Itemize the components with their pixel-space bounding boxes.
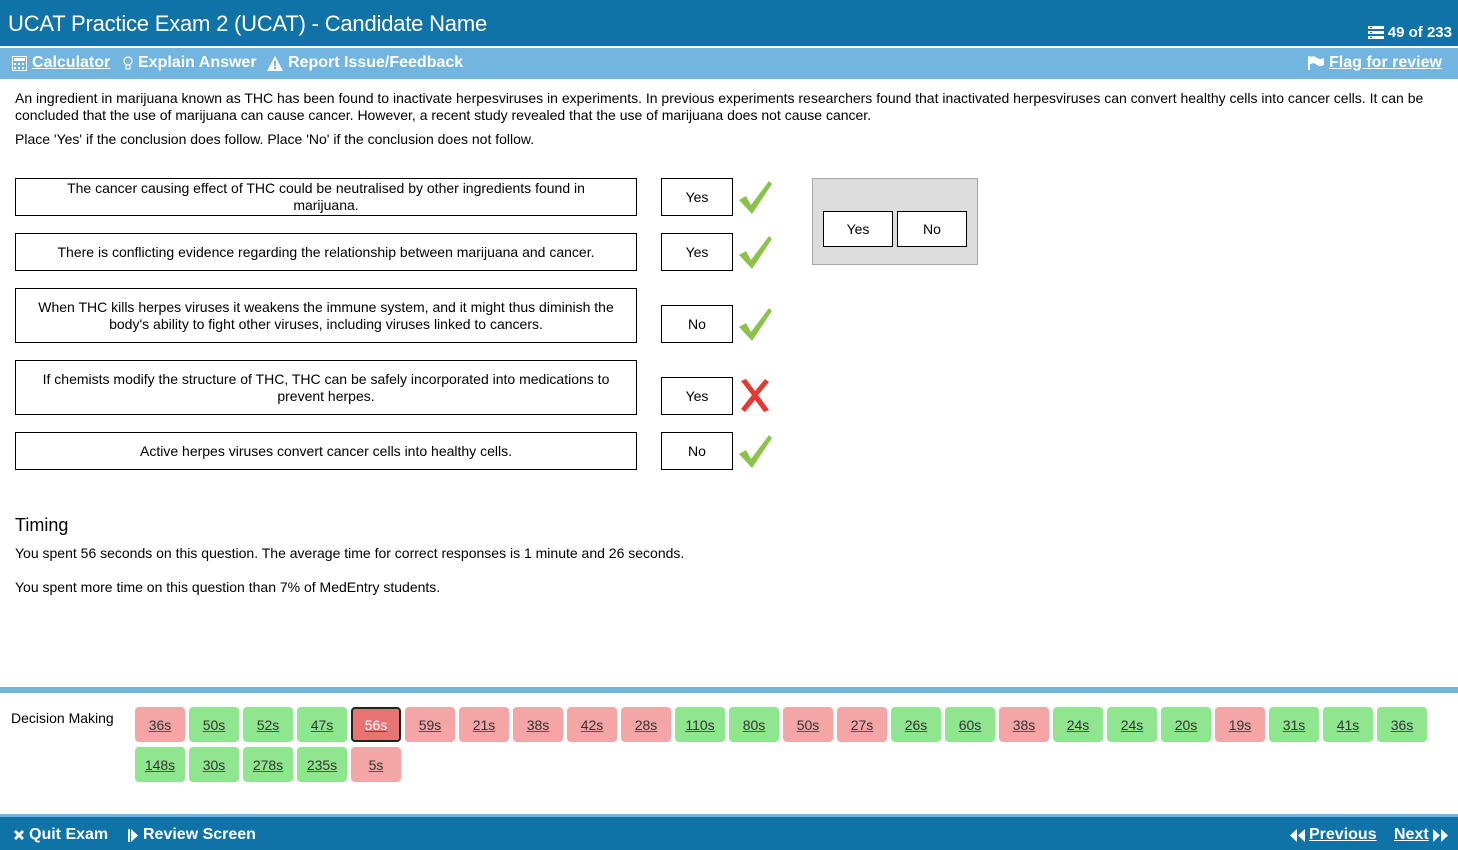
double-chevron-right-icon (1433, 829, 1448, 842)
quit-exam-label: Quit Exam (29, 826, 109, 843)
previous-label: Previous (1309, 826, 1377, 843)
question-instruction: Place 'Yes' if the conclusion does follow. Place 'No' if the conclusion does not follow. (15, 131, 535, 147)
question-tile[interactable]: 50s (189, 707, 239, 742)
calculator-label: Calculator (32, 54, 111, 71)
correct-check-icon (737, 432, 773, 470)
timing-heading: Timing (15, 515, 69, 535)
answer-pool (812, 178, 978, 265)
question-tile[interactable]: 5s (351, 747, 401, 782)
answer-slot-5[interactable]: No (661, 432, 733, 470)
warning-icon (267, 56, 283, 71)
review-screen-button[interactable] (128, 826, 256, 844)
answer-slot-3[interactable]: No (661, 305, 733, 343)
answer-slot-2[interactable]: Yes (661, 233, 733, 271)
flag-icon (1308, 56, 1324, 70)
statement-5: Active herpes viruses convert cancer cells into healthy cells. (15, 432, 637, 470)
flag-for-review-label: Flag for review (1329, 54, 1442, 71)
question-tile[interactable]: 36s (1377, 707, 1427, 742)
toolbar (0, 48, 1458, 79)
calculator-icon (12, 56, 27, 71)
pool-no-button[interactable]: No (897, 211, 967, 247)
bottom-nav-bar (0, 814, 1458, 850)
incorrect-cross-icon (737, 377, 773, 415)
question-tile[interactable]: 36s (135, 707, 185, 742)
previous-button[interactable] (1290, 826, 1377, 844)
question-tile[interactable]: 278s (243, 747, 293, 782)
divider (0, 687, 1458, 693)
answer-slot-4[interactable]: Yes (661, 377, 733, 415)
question-tile-current[interactable]: 56s (351, 707, 401, 742)
correct-check-icon (737, 305, 773, 343)
next-label: Next (1394, 826, 1429, 843)
question-tile[interactable]: 30s (189, 747, 239, 782)
correct-check-icon (737, 233, 773, 271)
question-tile[interactable]: 110s (675, 707, 725, 742)
correct-check-icon (737, 178, 773, 216)
explain-answer-button[interactable] (123, 54, 257, 72)
title-bar (0, 0, 1458, 46)
section-label: Decision Making (11, 710, 114, 726)
next-button[interactable] (1394, 826, 1448, 844)
quit-exam-button[interactable] (13, 826, 108, 844)
lightbulb-icon (123, 56, 133, 71)
calculator-button[interactable] (12, 54, 110, 72)
question-counter-text: 49 of 233 (1387, 24, 1452, 41)
report-issue-button[interactable] (267, 54, 463, 72)
question-stem: An ingredient in marijuana known as THC has been found to inactivate herpesviruses in experiments. In previous experiments researchers found that inactivated herpesviruses can convert healthy cells into cancer cells. It can be concluded that the use of marijuana can cause cancer. However, a recent study revealed that the use of marijuana does not cause cancer. (15, 90, 1424, 123)
question-counter (1368, 24, 1452, 41)
question-navigator-grid (135, 707, 1435, 787)
question-tile[interactable]: 20s (1161, 707, 1211, 742)
question-tile[interactable]: 19s (1215, 707, 1265, 742)
question-tile[interactable]: 235s (297, 747, 347, 782)
question-tile[interactable]: 24s (1053, 707, 1103, 742)
pool-yes-button[interactable]: Yes (823, 211, 893, 247)
question-tile[interactable]: 31s (1269, 707, 1319, 742)
question-tile[interactable]: 80s (729, 707, 779, 742)
flag-for-review-button[interactable] (1308, 54, 1442, 72)
answer-slot-1[interactable]: Yes (661, 178, 733, 216)
question-tile[interactable]: 148s (135, 747, 185, 782)
exam-title: UCAT Practice Exam 2 (UCAT) - Candidate Name (8, 11, 488, 36)
statement-1: The cancer causing effect of THC could be neutralised by other ingredients found in marijuana. (15, 178, 637, 216)
statement-2: There is conflicting evidence regarding the relationship between marijuana and cancer. (15, 233, 637, 271)
close-icon (13, 829, 25, 841)
review-screen-label: Review Screen (143, 826, 256, 843)
question-tile[interactable]: 38s (999, 707, 1049, 742)
question-tile[interactable]: 42s (567, 707, 617, 742)
question-tile[interactable]: 60s (945, 707, 995, 742)
question-tile[interactable]: 24s (1107, 707, 1157, 742)
explain-answer-label: Explain Answer (138, 54, 257, 71)
double-chevron-left-icon (1290, 829, 1305, 842)
statement-3: When THC kills herpes viruses it weakens the immune system, and it might thus diminish the body's ability to fight other viruses, including viruses linked to cancers. (15, 288, 637, 343)
question-tile[interactable]: 28s (621, 707, 671, 742)
skip-forward-icon (128, 829, 139, 842)
list-icon (1368, 26, 1384, 39)
statement-4: If chemists modify the structure of THC, THC can be safely incorporated into medications to prevent herpes. (15, 360, 637, 415)
question-tile[interactable]: 26s (891, 707, 941, 742)
question-tile[interactable]: 50s (783, 707, 833, 742)
question-tile[interactable]: 47s (297, 707, 347, 742)
report-issue-label: Report Issue/Feedback (288, 54, 464, 71)
question-tile[interactable]: 21s (459, 707, 509, 742)
timing-text-1: You spent 56 seconds on this question. The average time for correct responses is 1 minute and 26 seconds. (15, 545, 685, 561)
question-tile[interactable]: 41s (1323, 707, 1373, 742)
question-tile[interactable]: 38s (513, 707, 563, 742)
question-tile[interactable]: 59s (405, 707, 455, 742)
question-tile[interactable]: 27s (837, 707, 887, 742)
question-tile[interactable]: 52s (243, 707, 293, 742)
timing-text-2: You spent more time on this question than 7% of MedEntry students. (15, 579, 441, 595)
